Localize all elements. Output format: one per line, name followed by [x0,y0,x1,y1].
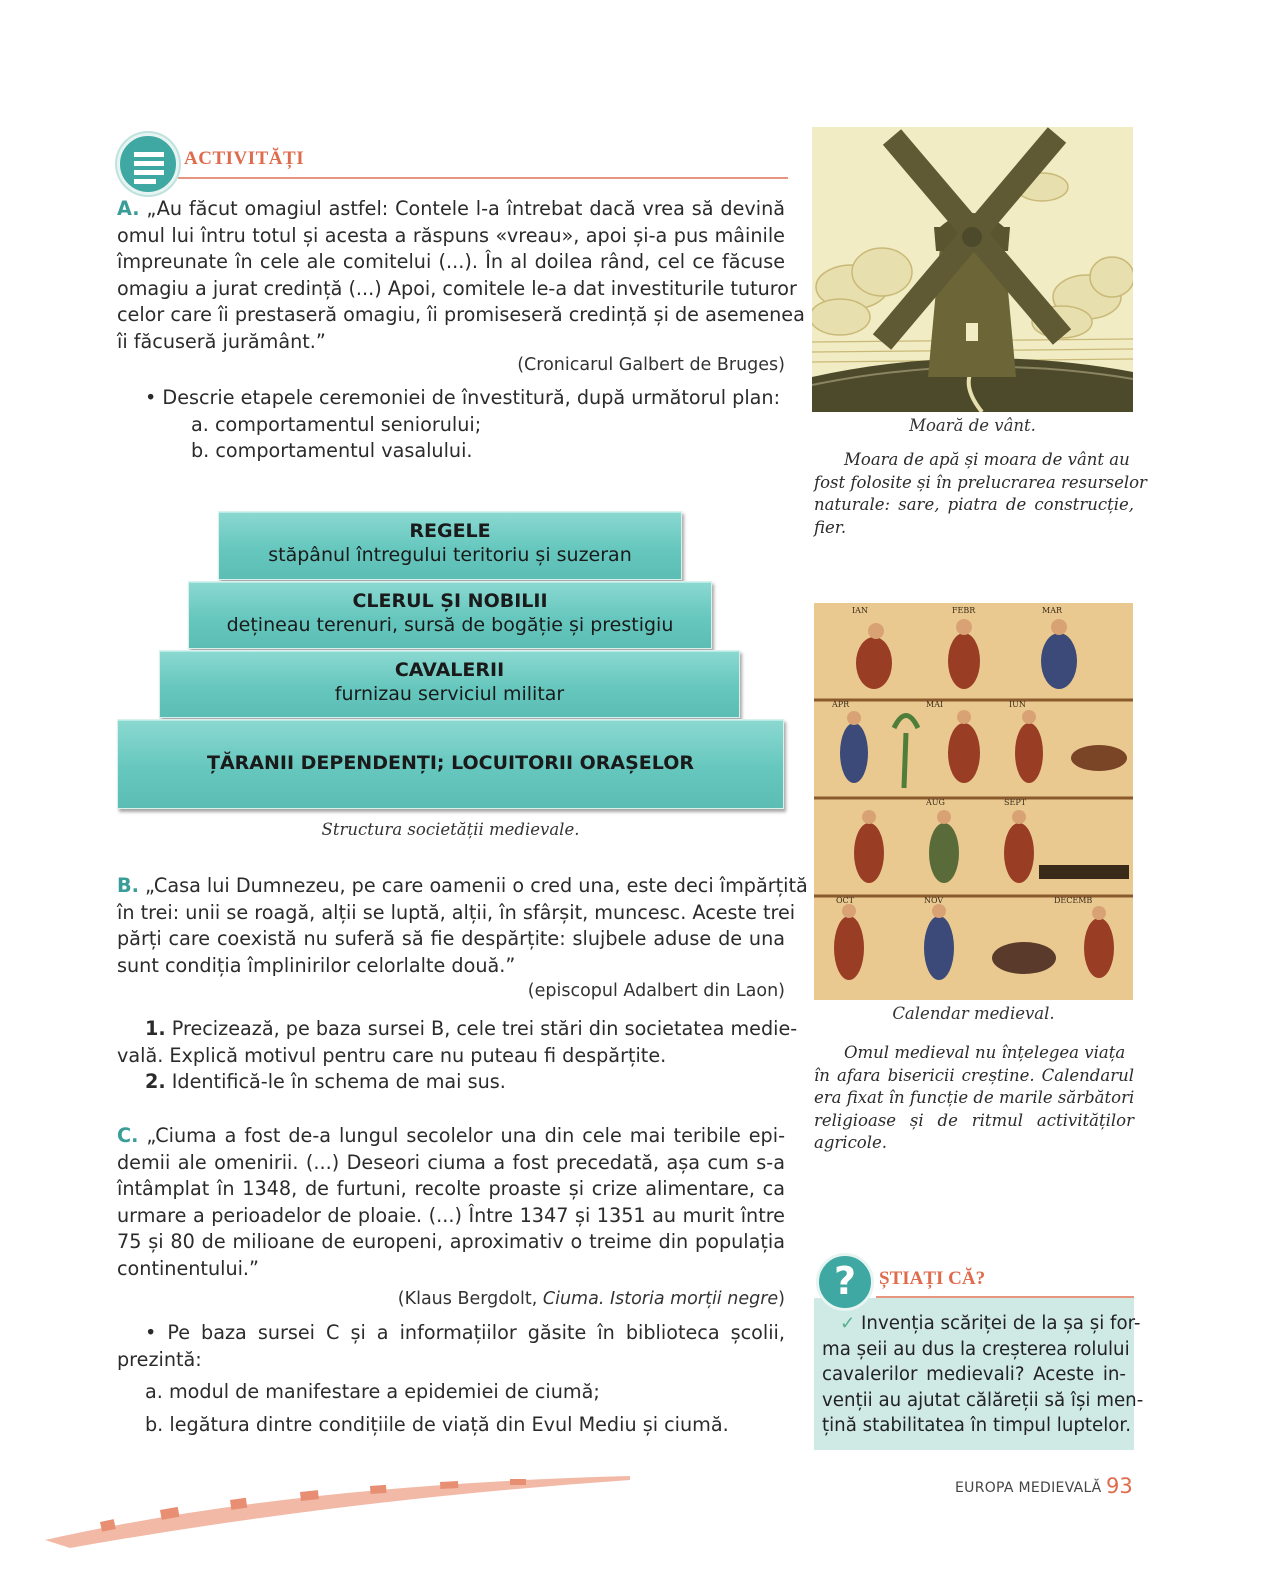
tier-subtitle: furnizau serviciul militar [334,683,565,705]
quote-line: B. „Casa lui Dumnezeu, pe care oamenii o cred una, este deci împărțită [117,874,808,897]
section-a-letter: A. [117,197,140,220]
tier-subtitle: dețineau terenuri, sursă de bogăție și prestigiu [226,614,674,636]
task-item-b: b. comportamentul vasalului. [191,439,473,462]
tier-title: ȚĂRANII DEPENDENȚI; LOCUITORII ORAȘELOR [207,752,694,774]
footer-section-title: EUROPA MEDIEVALĂ [955,1480,1102,1496]
quote-line: omul lui întru totul și acesta a răspuns «vreau», apoi și-a pus mâinile [117,223,785,247]
question-1: 1. Precizează, pe baza sursei B, cele trei stări din societatea medie- [145,1017,798,1040]
calendar-month-label: IAN [852,606,868,615]
task-item-b: b. legătura dintre condițiile de viață din Evul Mediu și ciumă. [145,1412,729,1436]
section-c-letter: C. [117,1124,139,1147]
pyramid-caption: Structura societății medievale. [321,820,580,839]
section-a-source: (Cronicarul Galbert de Bruges) [517,355,785,375]
calendar-month-label: OCT [836,896,855,905]
quote-line: 75 și 80 de milioane de europeni, aproximativ o treime din populația [117,1230,785,1253]
section-c-task [117,1320,785,1438]
question-1-cont: vală. Explică motivul pentru care nu puteau fi despărțite. [117,1043,667,1067]
calendar-month-label: APR [832,700,850,709]
windmill-description: Moara de apă și moara de vânt au fost folosite și în prelucrarea resurselor naturale: sare, piatra de construcție, fier. [814,450,1147,537]
quote-line: celor care îi prestaseră omagiu, îi promiseseră credință și de asemenea [117,303,805,326]
quote-line: îi făcuseră jurământ.” [117,329,326,353]
task-text-cont: prezintă: [117,1347,202,1371]
did-you-know-title: ȘTIAȚI CĂ? [879,1268,986,1289]
pyramid-tier-knights [159,650,740,718]
question-mark-icon: ? [816,1253,874,1311]
tier-title: REGELE [409,520,491,542]
did-you-know-divider [876,1296,1134,1298]
task-item-a: a. comportamentul seniorului; [191,412,482,436]
section-a-quote [117,196,805,355]
calendar-caption: Calendar medieval. [892,1004,1055,1023]
quote-line: împreunate în cele ale comitelui (...). În al doilea rând, cel ce făcuse [117,250,785,273]
task-item-a: a. modul de manifestare a epidemiei de ciumă; [145,1380,600,1403]
check-icon: ✓ [840,1313,856,1334]
quote-line: C. „Ciuma a fost de-a lungul secolelor una din cele mai teribile epi- [117,1124,785,1147]
section-b-letter: B. [117,874,139,897]
quote-line: omagiu a jurat credință (...) Apoi, comitele le-a dat investiturile tuturor [117,276,797,300]
quote-line: întâmplat în 1348, de furtuni, recolte proaste și crize alimentare, ca [117,1177,785,1200]
quote-line: în trei: unii se roagă, alții se luptă, alții, în sfârșit, muncesc. Aceste trei [117,900,796,924]
task-text: • Descrie etapele ceremoniei de învestitură, după următorul plan: [145,386,781,409]
section-b-quote [117,873,808,979]
task-text: • Pe baza sursei C și a informațiilor găsite în biblioteca școlii, [145,1321,785,1344]
question-2: 2. Identifică-le în schema de mai sus. [145,1070,506,1093]
activities-title: ACTIVITĂȚI [184,148,305,169]
calendar-month-label: MAR [1042,606,1062,615]
header-divider [178,177,788,179]
quote-line: sunt condiția împlinirilor celorlalte două.” [117,953,516,977]
section-b-questions [117,1016,798,1096]
footer-ornament [40,1470,640,1550]
quote-line: A. „Au făcut omagiul astfel: Contele l-a întrebat dacă vrea să devină [117,197,785,220]
calendar-month-label: AUG [926,798,945,807]
calendar-month-label: SEPT [1004,798,1027,807]
calendar-description: Omul medieval nu înțelegea viața în afara bisericii creștine. Calendarul era fixat în funcție de marile sărbători religioase și de ritmul activităților agricole. [814,1043,1135,1152]
calendar-month-label: NOV [924,896,944,905]
calendar-month-label: FEBR [952,606,976,615]
activities-icon [117,133,179,195]
calendar-month-label: MAI [926,700,944,709]
tier-title: CAVALERII [394,659,505,681]
section-c-source: (Klaus Bergdolt, Ciuma. Istoria morții negre) [397,1289,785,1309]
quote-line: urmare a perioadelor de ploaie. (...) Între 1347 și 1351 au murit între [117,1203,785,1227]
section-b-source: (episcopul Adalbert din Laon) [527,981,785,1001]
pyramid-tier-peasants [117,719,784,809]
medieval-calendar-illustration [814,603,1133,1000]
did-you-know-text: ✓ Invenția scăriței de la șa și for- ma șeii au dus la creșterea rolului cavalerilor medievali? Aceste in- venții au ajutat călăreții să își men- țină stabilitatea în timpul luptelor. [822,1313,1144,1436]
section-a-task [145,385,785,465]
quote-line: continentului.” [117,1256,259,1280]
windmill-caption: Moară de vânt. [909,416,1036,435]
windmill-illustration [812,127,1133,412]
tier-title: CLERUL ȘI NOBILII [352,590,548,612]
quote-line: părți care coexistă nu suferă să fie despărțite: slujbele aduse de una [117,927,785,950]
calendar-month-label: DECEMB [1054,896,1093,905]
pyramid-tier-king [218,511,682,580]
calendar-month-label: IUN [1009,700,1026,709]
pyramid-tier-clergy-nobles [188,581,712,649]
section-c-quote [117,1123,785,1282]
tier-subtitle: stăpânul întregului teritoriu și suzeran [268,544,632,566]
quote-line: demii ale omenirii. (...) Deseori ciuma a fost precedată, așa cum s-a [117,1150,785,1174]
page-number: 93 [1106,1474,1133,1498]
